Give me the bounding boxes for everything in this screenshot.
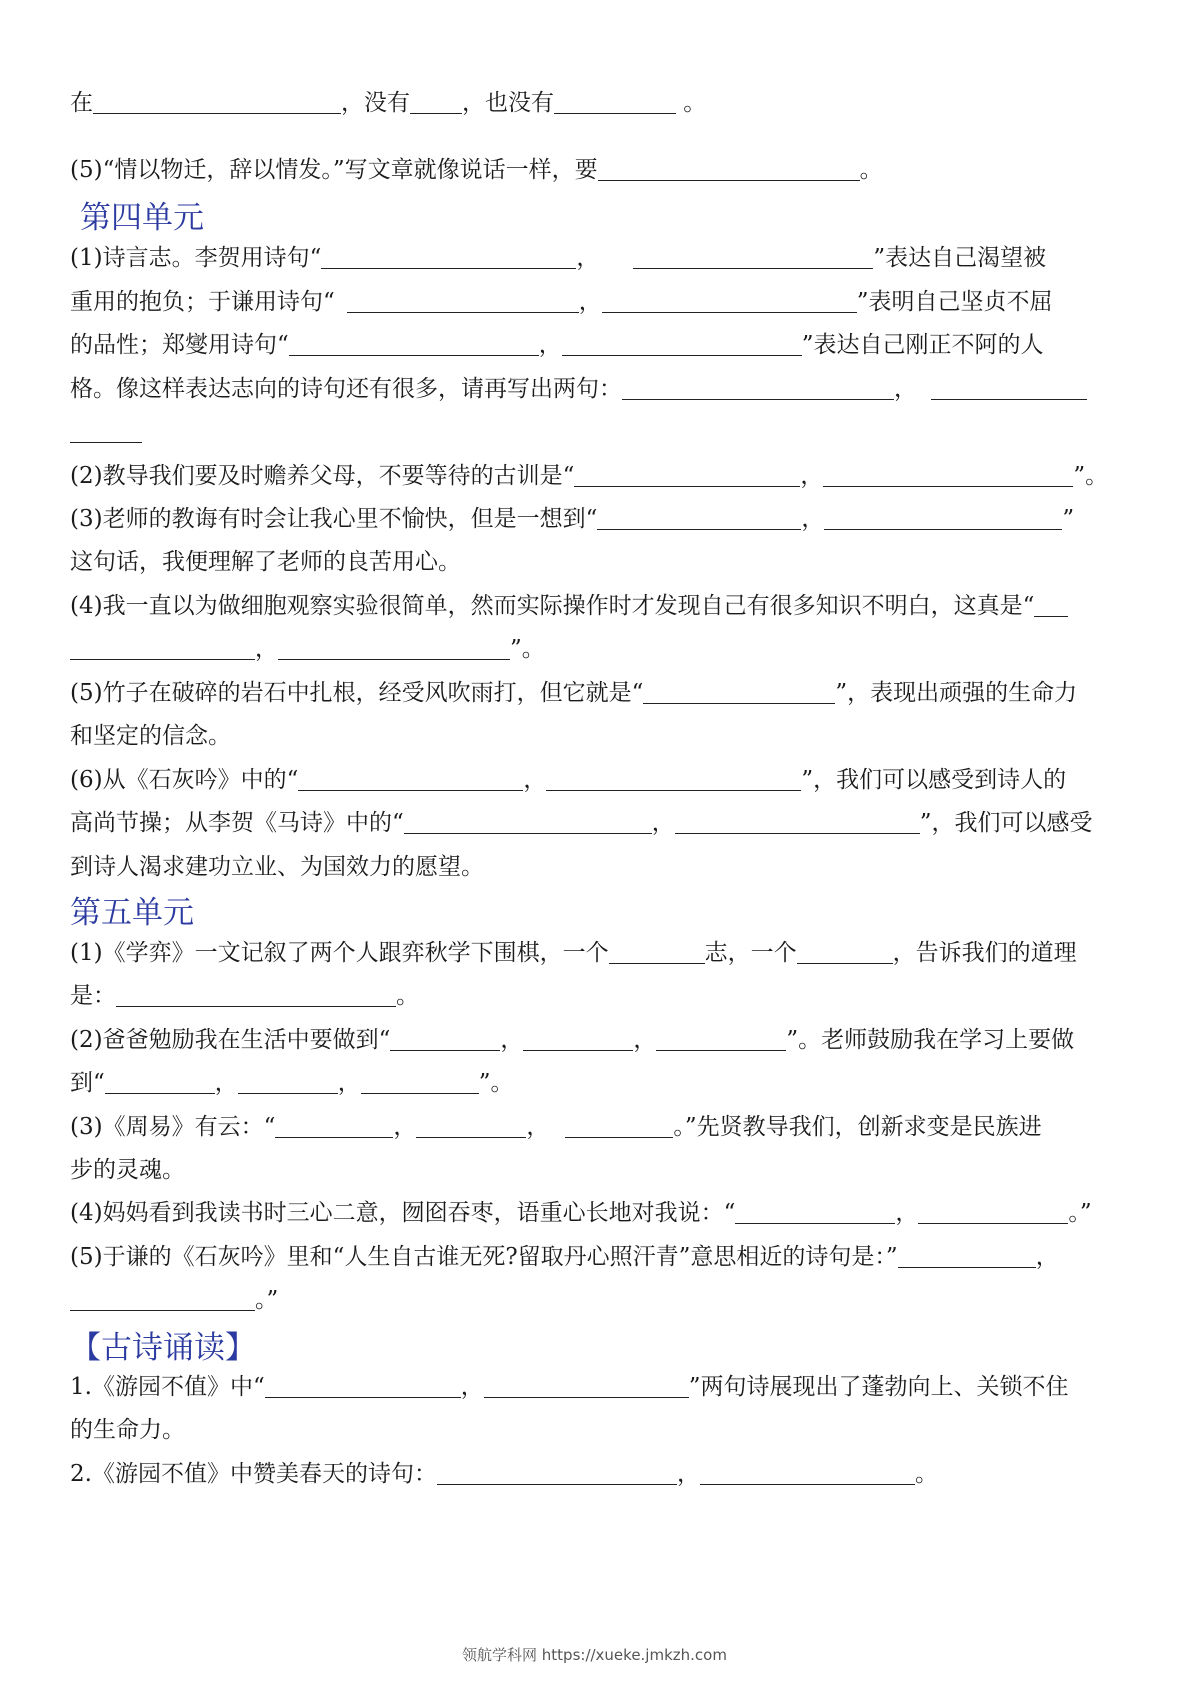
unit5-heading: 第五单元 <box>70 895 194 931</box>
fill-line <box>70 1285 1120 1315</box>
text-line <box>70 547 1120 577</box>
answer-blank[interactable] <box>116 982 396 1007</box>
fill-line <box>70 678 1120 708</box>
answer-blank[interactable] <box>675 809 920 834</box>
fill-line <box>70 461 1120 491</box>
text: ，告诉我们的道理 <box>892 940 1077 966</box>
fill-line <box>70 374 1120 404</box>
answer-blank[interactable] <box>70 635 255 660</box>
text: 。” <box>255 1287 279 1313</box>
text: (2)爸爸勉励我在生活中要做到“ <box>70 1027 391 1053</box>
fill-line <box>70 1198 1120 1228</box>
answer-blank[interactable] <box>797 939 893 964</box>
fill-line <box>70 1242 1120 1272</box>
text: ， <box>523 767 547 793</box>
text: 的品性；郑燮用诗句“ <box>70 332 289 358</box>
answer-blank[interactable] <box>656 1026 786 1051</box>
fill-line <box>70 330 1120 360</box>
answer-blank[interactable] <box>484 1373 689 1398</box>
fill-line <box>70 417 1120 447</box>
fill-line <box>70 938 1120 968</box>
answer-blank[interactable] <box>700 1460 915 1485</box>
text: ， <box>578 289 602 315</box>
text: ， <box>800 463 824 489</box>
text: 是： <box>70 983 116 1009</box>
text: 。 <box>676 90 707 116</box>
answer-blank[interactable] <box>565 1113 673 1138</box>
answer-blank[interactable] <box>598 156 860 181</box>
text: 。”先贤教导我们，创新求变是民族进 <box>673 1114 1042 1140</box>
answer-blank[interactable] <box>437 1460 677 1485</box>
text: ， <box>393 1114 417 1140</box>
fill-line <box>70 88 1120 118</box>
text: ， <box>651 810 675 836</box>
text: 。 <box>914 1461 938 1487</box>
text: ， <box>895 1200 919 1226</box>
answer-blank[interactable] <box>105 1069 215 1094</box>
text: ”。 <box>1073 463 1109 489</box>
text: ， <box>500 1027 524 1053</box>
answer-blank[interactable] <box>321 244 576 269</box>
text: ， <box>538 332 562 358</box>
text: ， <box>1035 1244 1059 1270</box>
text: ， <box>337 1070 361 1096</box>
text: (2)教导我们要及时赡养父母，不要等待的古训是“ <box>70 463 575 489</box>
text: 1.《游园不值》中“ <box>70 1374 265 1400</box>
answer-blank[interactable] <box>416 1113 526 1138</box>
text: (3)《周易》有云：“ <box>70 1114 276 1140</box>
fill-line <box>70 1372 1120 1402</box>
answer-blank[interactable] <box>265 1373 461 1398</box>
answer-blank[interactable] <box>597 505 801 530</box>
fill-line <box>70 591 1120 621</box>
answer-blank[interactable] <box>602 288 857 313</box>
text: ，也没有 <box>462 90 554 116</box>
text: 在 <box>70 90 93 116</box>
text: 。 <box>859 157 883 183</box>
answer-blank[interactable] <box>361 1069 479 1094</box>
text: (5)竹子在破碎的岩石中扎根，经受风吹雨打，但它就是“ <box>70 680 644 706</box>
answer-blank[interactable] <box>1034 592 1068 617</box>
fill-line <box>70 504 1120 534</box>
answer-blank[interactable] <box>622 375 894 400</box>
fill-line <box>70 155 1120 185</box>
text: ， <box>255 636 278 662</box>
fill-line <box>70 981 1120 1011</box>
text: ， <box>894 376 917 402</box>
text: (4)我一直以为做细胞观察实验很简单，然而实际操作时才发现自己有很多知识不明白，这真是“ <box>70 593 1035 619</box>
answer-blank[interactable] <box>735 1199 895 1224</box>
text: ，没有 <box>341 90 410 116</box>
fill-line <box>70 1025 1120 1055</box>
text: ”表达自己渴望被 <box>873 245 1047 271</box>
text: (1)诗言志。李贺用诗句“ <box>70 245 322 271</box>
text: 。” <box>1068 1200 1092 1226</box>
answer-blank[interactable] <box>574 462 800 487</box>
text: ， <box>576 245 600 271</box>
text: 这句话，我便理解了老师的良苦用心。 <box>70 549 461 575</box>
fill-line <box>70 1112 1120 1142</box>
text-line <box>70 852 1120 882</box>
answer-blank[interactable] <box>347 288 579 313</box>
answer-blank[interactable] <box>70 418 142 443</box>
text: 格。像这样表达志向的诗句还有很多，请再写出两句： <box>70 376 622 402</box>
text: ”。老师鼓励我在学习上要做 <box>786 1027 1075 1053</box>
text: 志，一个 <box>704 940 797 966</box>
ancient-poems-heading: 【古诗诵读】 <box>70 1330 256 1366</box>
text: (5)于谦的《石灰吟》里和“人生自古谁无死?留取丹心照汗青”意思相近的诗句是：” <box>70 1244 898 1270</box>
text: ”，表现出顽强的生命力 <box>835 680 1078 706</box>
text: ， <box>801 506 825 532</box>
answer-blank[interactable] <box>643 679 835 704</box>
text: 高尚节操；从李贺《马诗》中的“ <box>70 810 404 836</box>
text: (3)老师的教诲有时会让我心里不愉快，但是一想到“ <box>70 506 598 532</box>
answer-blank[interactable] <box>546 766 801 791</box>
answer-blank[interactable] <box>523 1026 633 1051</box>
answer-blank[interactable] <box>823 462 1073 487</box>
answer-blank[interactable] <box>918 1199 1068 1224</box>
text: ， <box>676 1461 700 1487</box>
unit4-heading: 第四单元 <box>80 200 204 236</box>
text: 步的灵魂。 <box>70 1157 185 1183</box>
text: ”。 <box>510 636 545 662</box>
fill-line <box>70 287 1120 317</box>
answer-blank[interactable] <box>609 939 705 964</box>
text: ” <box>1062 506 1075 532</box>
fill-line <box>70 243 1120 273</box>
answer-blank[interactable] <box>898 1243 1036 1268</box>
answer-blank[interactable] <box>410 89 462 114</box>
text: ， <box>633 1027 657 1053</box>
answer-blank[interactable] <box>278 635 510 660</box>
text: ， <box>526 1114 550 1140</box>
fill-line <box>70 634 1120 664</box>
text: (5)“情以物迁，辞以情发。”写文章就像说话一样，要 <box>70 157 598 183</box>
text: (4)妈妈看到我读书时三心二意，囫囵吞枣，语重心长地对我说：“ <box>70 1200 736 1226</box>
answer-blank[interactable] <box>93 89 341 114</box>
answer-blank[interactable] <box>404 809 652 834</box>
answer-blank[interactable] <box>633 244 873 269</box>
fill-line <box>70 808 1120 838</box>
answer-blank[interactable] <box>554 89 676 114</box>
text: ， <box>460 1374 484 1400</box>
text: 到“ <box>70 1070 105 1096</box>
text: ”表达自己刚正不阿的人 <box>801 332 1044 358</box>
text-line <box>70 1155 1120 1185</box>
text: (1)《学弈》一文记叙了两个人跟弈秋学下围棋，一个 <box>70 940 609 966</box>
footer-watermark: 领航学科网 https://xueke.jmkzh.com <box>462 1646 727 1664</box>
answer-blank[interactable] <box>275 1113 393 1138</box>
answer-blank[interactable] <box>931 375 1087 400</box>
answer-blank[interactable] <box>238 1069 338 1094</box>
text: 2.《游园不值》中赞美春天的诗句： <box>70 1461 437 1487</box>
text: ”两句诗展现出了蓬勃向上、关锁不住 <box>688 1374 1069 1400</box>
text: ”，我们可以感受到诗人的 <box>801 767 1067 793</box>
answer-blank[interactable] <box>289 331 539 356</box>
text: ”表明自己坚贞不屈 <box>856 289 1053 315</box>
fill-line <box>70 765 1120 795</box>
text: 的生命力。 <box>70 1417 185 1443</box>
answer-blank[interactable] <box>298 766 523 791</box>
text: 和坚定的信念。 <box>70 723 231 749</box>
text: 到诗人渴求建功立业、为国效力的愿望。 <box>70 854 484 880</box>
text-line <box>70 721 1120 751</box>
text-line <box>70 1415 1120 1445</box>
answer-blank[interactable] <box>390 1026 500 1051</box>
fill-line <box>70 1068 1120 1098</box>
answer-blank[interactable] <box>562 331 802 356</box>
fill-line <box>70 1459 1120 1489</box>
text: ”。 <box>478 1070 514 1096</box>
text: (6)从《石灰吟》中的“ <box>70 767 299 793</box>
answer-blank[interactable] <box>70 1286 255 1311</box>
answer-blank[interactable] <box>824 505 1062 530</box>
text: ， <box>214 1070 238 1096</box>
text: 重用的抱负；于谦用诗句“ <box>70 289 335 315</box>
text: ”，我们可以感受 <box>919 810 1093 836</box>
text: 。 <box>396 983 419 1009</box>
